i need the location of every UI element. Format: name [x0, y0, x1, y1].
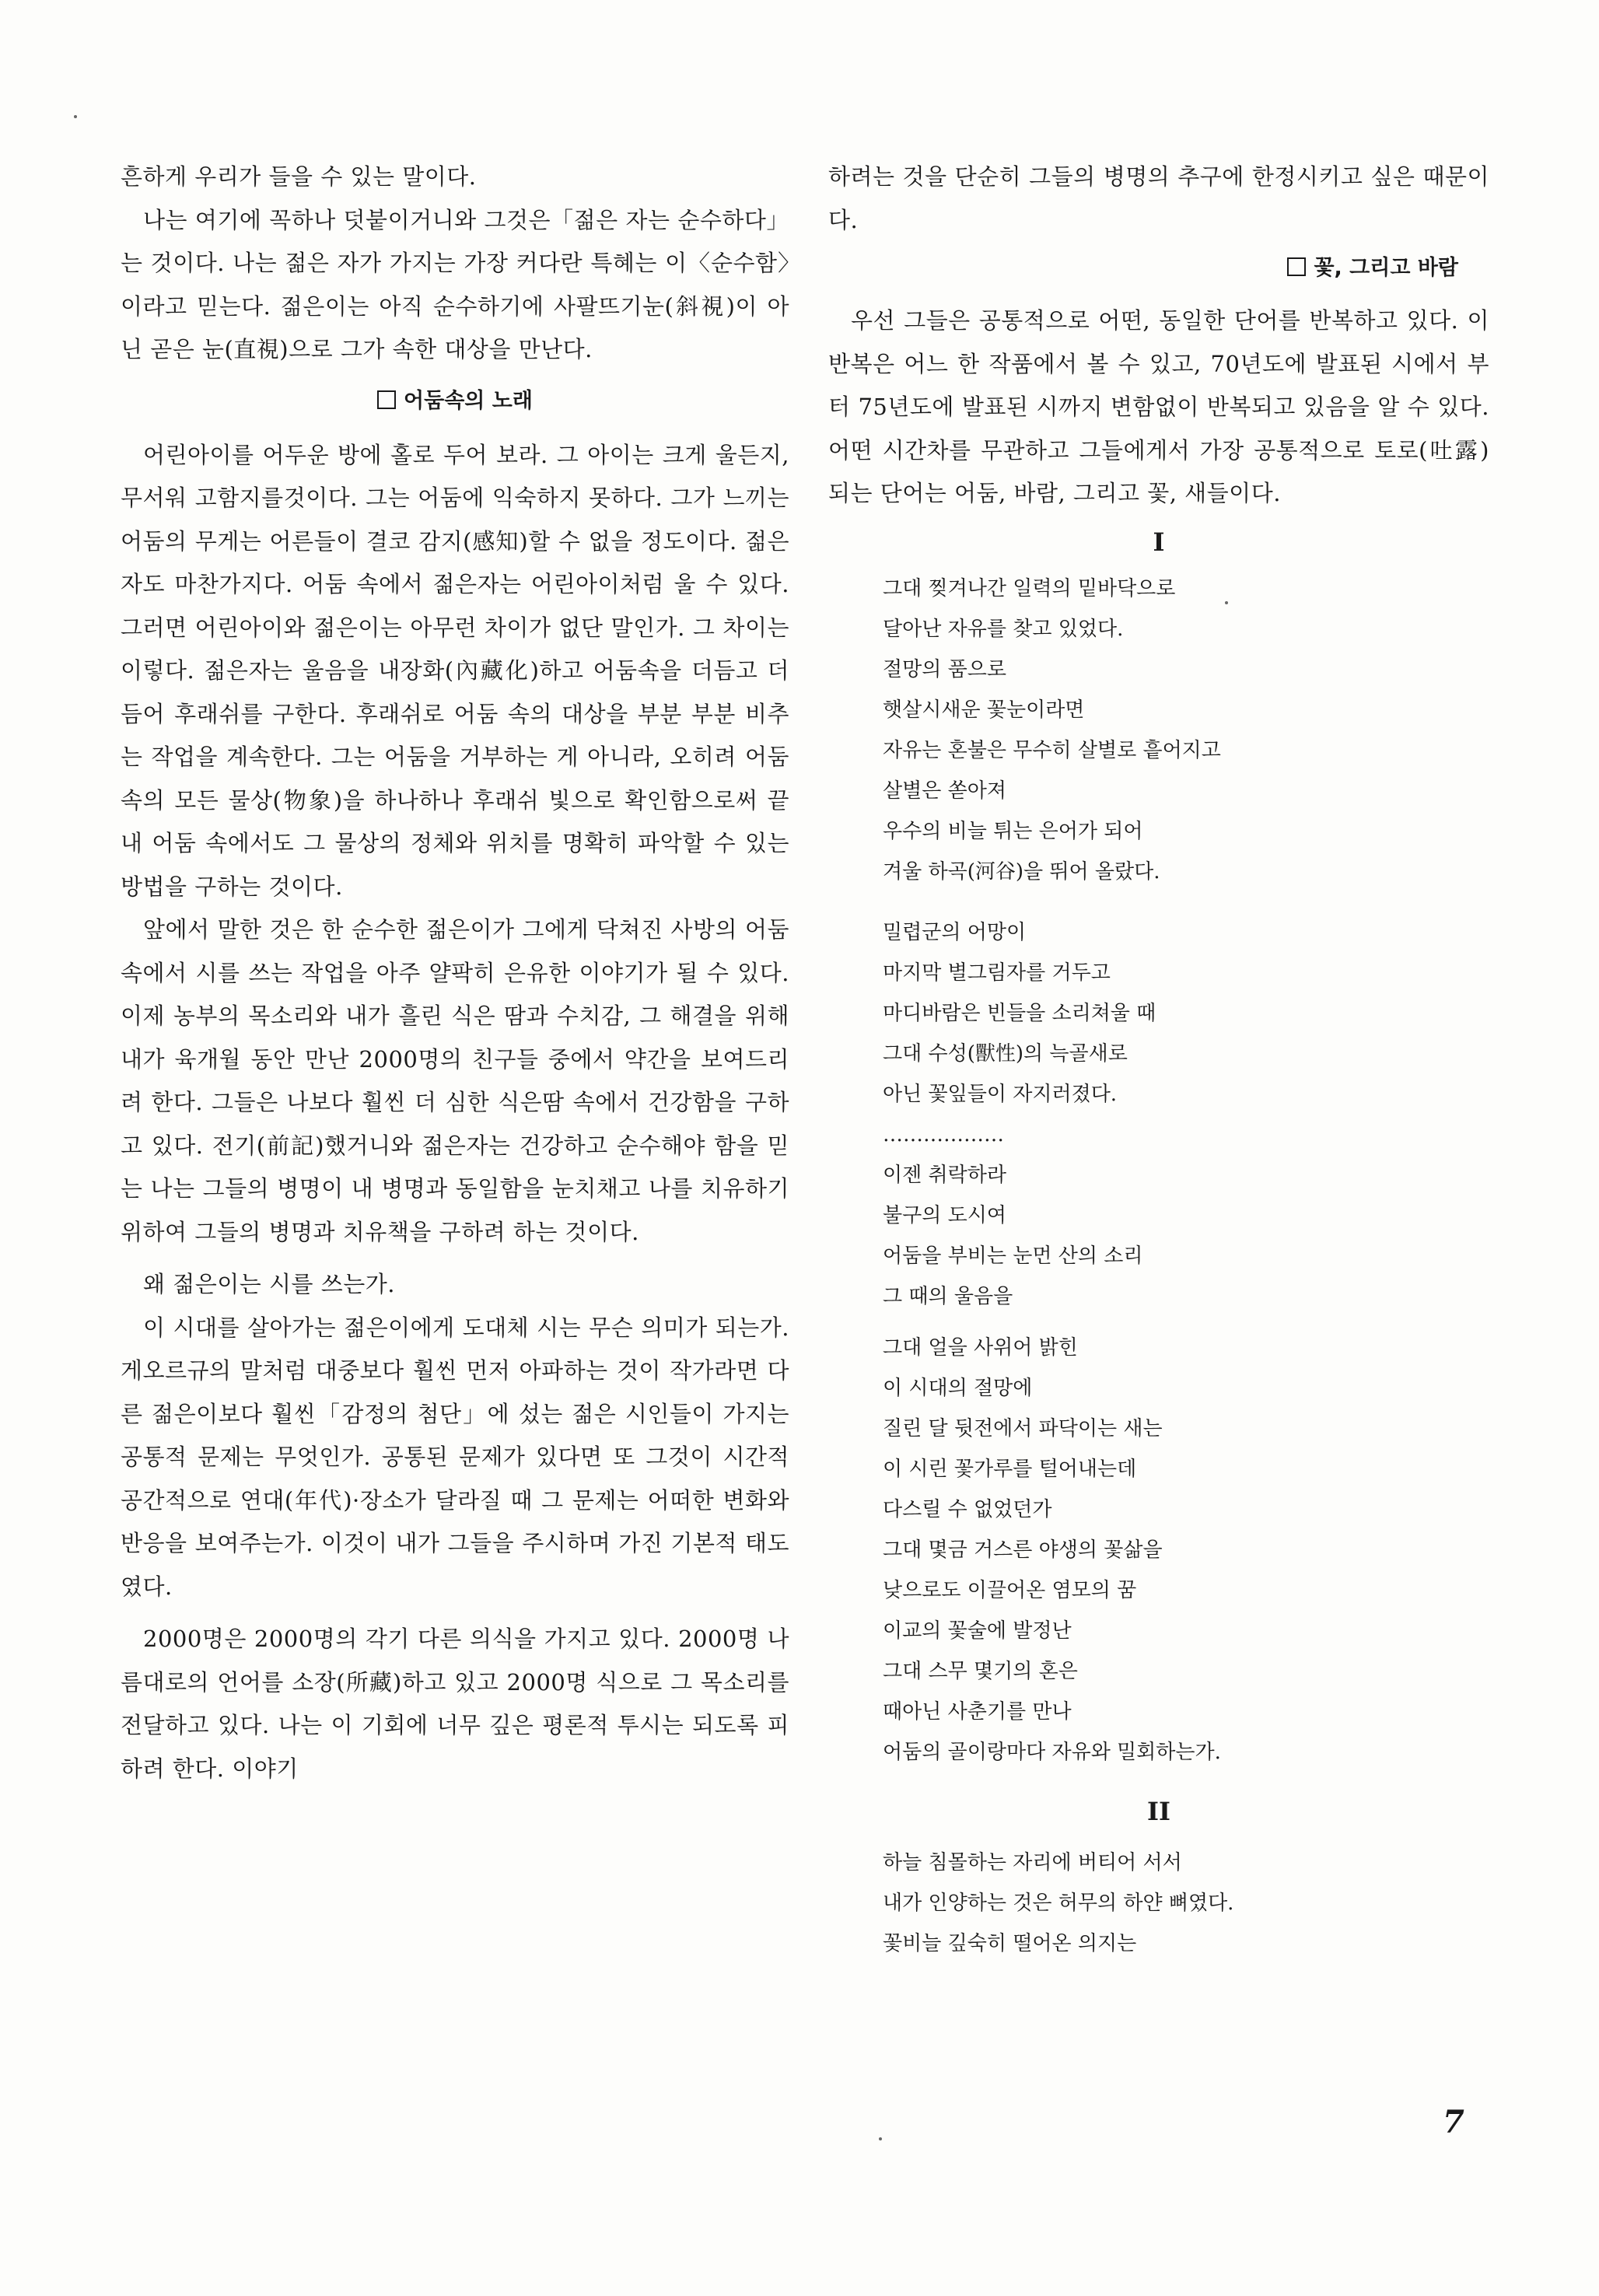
poem-line: 아닌 꽃잎들이 자지러졌다. — [883, 1082, 1118, 1106]
poem-line: 꽃비늘 깊숙히 떨어온 의지는 — [883, 1931, 1137, 1955]
poem-line: 달아난 자유를 찾고 있었다. — [883, 617, 1124, 641]
paragraph: 하려는 것을 단순히 그들의 병명의 추구에 한정시키고 싶은 때문이다. — [828, 163, 1489, 233]
poem-line: 하늘 침몰하는 자리에 버티어 서서 — [883, 1850, 1182, 1874]
paragraph: 왜 젊은이는 시를 쓰는가. — [143, 1271, 396, 1297]
poem-line: 이 시대의 절망에 — [883, 1376, 1033, 1400]
left-column — [121, 156, 789, 1790]
poem-line: 겨울 하곡(河谷)을 뛰어 올랐다. — [883, 859, 1160, 884]
poem-line: 불구의 도시여 — [883, 1203, 1006, 1227]
poem-line: 낮으로도 이끌어온 염모의 꿈 — [883, 1578, 1137, 1602]
box-bullet-icon — [377, 390, 396, 409]
poem-line: 햇살시새운 꽃눈이라면 — [883, 698, 1085, 722]
section-heading — [828, 253, 1489, 284]
paragraph: 어린아이를 어두운 방에 홀로 두어 보라. 그 아이는 크게 울든지, 무서워 고함지를것이다. 그는 어둠에 익숙하지 못하다. 그가 느끼는 어둠의 무게는 어른들이 결코 감지(感知)할 수 없을 정도이다. 젊은자도 마찬가지다. 어둠 속에서 젊은자는 어린아이처럼 울 수 있다. 그러면 어린아이와 젊은이는 아무런 차이가 없단 말인가. 그 차이는 이렇다. 젊은자는 울음을 내장화(內藏化)하고 어둠속을 더듬고 더듬어 후래쉬를 구한다. 후래쉬로 어둠 속의 대상을 부분 부분 비추는 작업을 계속한다. 그는 어둠을 거부하는 게 아니라, 오히려 어둠 속의 모든 물상(物象)을 하나하나 후래쉬 빛으로 확인함으로써 끝내 어둠 속에서도 그 물상의 정체와 위치를 명확히 파악할 수 있는 방법을 구하는 것이다. — [121, 441, 789, 900]
box-bullet-icon — [1287, 257, 1306, 276]
poem-line: 그대 얼을 사위어 밝힌 — [883, 1335, 1078, 1360]
scan-speck — [879, 2137, 882, 2140]
right-column — [828, 156, 1489, 1964]
poem-line: 이 시린 꽃가루를 털어내는데 — [883, 1457, 1137, 1481]
section-heading — [121, 386, 789, 417]
paragraph: 이 시대를 살아가는 젊은이에게 도대체 시는 무슨 의미가 되는가. 게오르규의 말처럼 대중보다 훨씬 먼저 아파하는 것이 작가라면 다른 젊은이보다 훨씬「감정의 첨단」에 섰는 젊은 시인들이 가지는 공통적 문제는 무엇인가. 공통된 문제가 있다면 또 그것이 시간적 공간적으로 연대(年代)·장소가 달라질 때 그 문제는 어떠한 변화와 반응을 보여주는가. 이것이 내가 그들을 주시하며 가진 기본적 태도였다. — [121, 1314, 789, 1600]
section-heading-text: 꽃, 그리고 바람 — [1314, 256, 1458, 280]
poem-line: 내가 인양하는 것은 허무의 하얀 뼈였다. — [883, 1891, 1234, 1915]
poem-stanza — [828, 1843, 1489, 1964]
poem-line: 그대 수성(獸性)의 늑골새로 — [883, 1041, 1128, 1066]
poem-line: 그대 찢겨나간 일력의 밑바닥으로 — [883, 576, 1176, 600]
paragraph: 우선 그들은 공통적으로 어떤, 동일한 단어를 반복하고 있다. 이 반복은 어느 한 작품에서 볼 수 있고, 70년도에 발표된 시에서 부터 75년도에 발표된 시까지 변함없이 반복되고 있음을 알 수 있다. 어떤 시간차를 무관하고 그들에게서 가장 공통적으로 토로(吐露)되는 단어는 어둠, 바람, 그리고 꽃, 새들이다. — [828, 307, 1489, 506]
paragraph: 앞에서 말한 것은 한 순수한 젊은이가 그에게 닥쳐진 사방의 어둠 속에서 시를 쓰는 작업을 아주 얄팍히 은유한 이야기가 될 수 있다. 이제 농부의 목소리와 내가 흘린 식은 땀과 수치감, 그 해결을 위해 내가 육개월 동안 만난 2000명의 친구들 중에서 약간을 보여드리려 한다. 그들은 나보다 훨씬 더 심한 식은땀 속에서 건강함을 구하고 있다. 전기(前記)했거니와 젊은자는 건강하고 순수해야 함을 믿는 나는 그들의 병명이 내 병명과 동일함을 눈치채고 나를 치유하기 위하여 그들의 병명과 치유책을 구하려 하는 것이다. — [121, 916, 789, 1245]
paragraph: 흔하게 우리가 들을 수 있는 말이다. — [121, 163, 477, 190]
poem-stanza — [828, 1328, 1489, 1773]
poem-line: 그대 스무 몇기의 혼은 — [883, 1659, 1078, 1683]
scan-speck — [74, 115, 77, 118]
poem-line: 우수의 비늘 튀는 은어가 되어 — [883, 819, 1143, 843]
poem-line: 어둠을 부비는 눈먼 산의 소리 — [883, 1244, 1143, 1268]
paragraph: 2000명은 2000명의 각기 다른 의식을 가지고 있다. 2000명 나름대로의 언어를 소장(所藏)하고 있고 2000명 식으로 그 목소리를 전달하고 있다. 나는 이 기회에 너무 깊은 평론적 투시는 되도록 피하려 한다. 이야기 — [121, 1626, 789, 1782]
poem-line: 마지막 별그림자를 거두고 — [883, 961, 1111, 985]
poem-section-numeral: II — [1147, 1796, 1170, 1826]
poem-section-numeral: I — [1153, 527, 1165, 557]
poem-line: 이교의 꽃술에 발정난 — [883, 1619, 1072, 1643]
page-number: 7 — [1443, 2104, 1464, 2140]
poem-line: 질린 달 뒷전에서 파닥이는 새는 — [883, 1416, 1163, 1440]
paragraph: 나는 여기에 꼭하나 덧붙이거니와 그것은「젊은 자는 순수하다」는 것이다. 나는 젊은 자가 가지는 가장 커다란 특혜는 이〈순수함〉이라고 믿는다. 젊은이는 아직 순수하기에 사팔뜨기눈(斜視)이 아닌 곧은 눈(直視)으로 그가 속한 대상을 만난다. — [121, 206, 789, 362]
poem-line: 때아닌 사춘기를 만나 — [883, 1699, 1072, 1724]
poem-line: 그 때의 울음을 — [883, 1284, 1013, 1308]
section-heading-text: 어둠속의 노래 — [404, 388, 533, 413]
poem-line: 다스릴 수 없었던가 — [883, 1497, 1052, 1521]
poem-line: 살별은 쏟아져 — [883, 779, 1006, 803]
poem-line: 절망의 품으로 — [883, 657, 1006, 681]
poem-line: 마디바람은 빈들을 소리쳐울 때 — [883, 1001, 1156, 1025]
poem-line: 자유는 혼불은 무수히 살별로 흩어지고 — [883, 738, 1221, 762]
poem-stanza — [828, 912, 1489, 1317]
poem-line: 그대 몇금 거스른 야생의 꽃삶을 — [883, 1538, 1163, 1562]
poem-line: 어둠의 골이랑마다 자유와 밀회하는가. — [883, 1740, 1221, 1764]
poem-line: 이젠 취락하라 — [883, 1163, 1006, 1187]
scan-speck — [1225, 601, 1228, 604]
poem-line: ……………… — [883, 1122, 1004, 1146]
poem-stanza — [828, 569, 1489, 892]
poem-line: 밀렵군의 어망이 — [883, 920, 1027, 944]
